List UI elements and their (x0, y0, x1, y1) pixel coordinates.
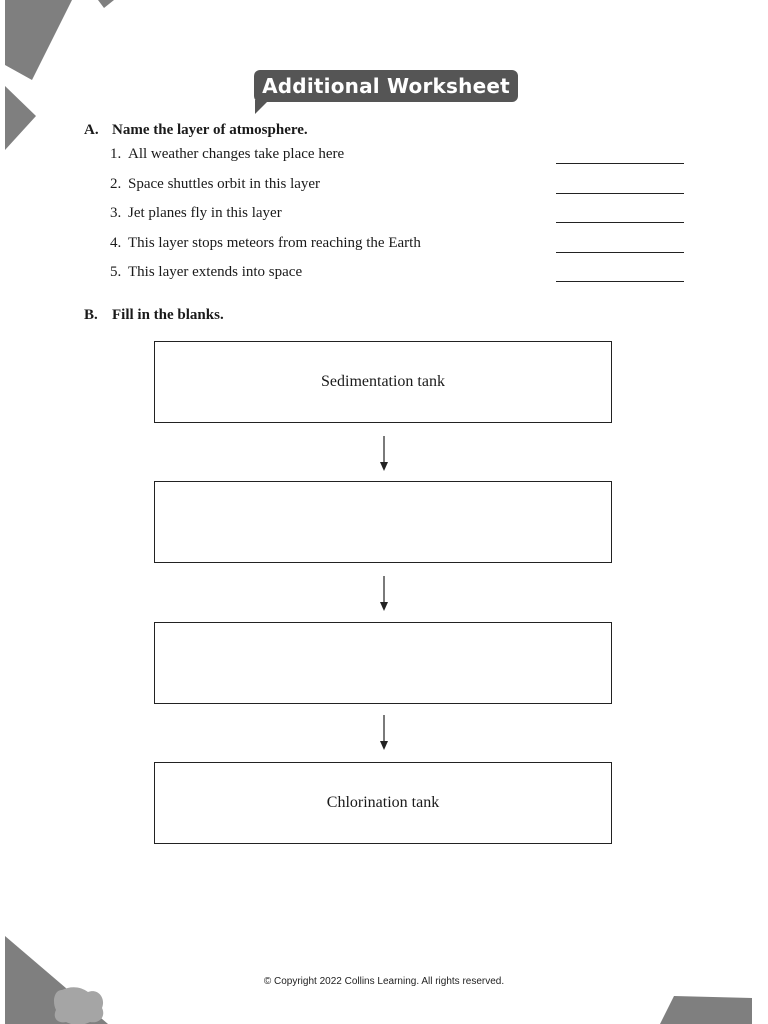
section-a-letter: A. (84, 122, 99, 138)
question-number: 5. (110, 264, 122, 280)
question-text: Space shuttles orbit in this layer (128, 176, 321, 192)
question-text: All weather changes take place here (128, 146, 345, 162)
flow-box-blank[interactable] (154, 481, 612, 563)
question-number: 2. (110, 176, 122, 192)
worksheet-title: Additional Worksheet 1 (254, 70, 518, 102)
question-row (110, 264, 684, 284)
section-a-title: Name the layer of atmosphere. (112, 122, 308, 138)
flow-arrow-down-icon (378, 576, 390, 612)
answer-line[interactable] (556, 193, 684, 194)
question-text: This layer extends into space (128, 264, 303, 280)
answer-line[interactable] (556, 163, 684, 164)
question-row (110, 205, 684, 225)
question-number: 3. (110, 205, 122, 221)
section-b-letter: B. (84, 307, 98, 323)
question-text: This layer stops meteors from reaching the Earth (128, 235, 421, 251)
answer-line[interactable] (556, 252, 684, 253)
corner-decoration-bottom-right (660, 994, 768, 1024)
question-row (110, 235, 684, 255)
answer-line[interactable] (556, 281, 684, 282)
answer-line[interactable] (556, 222, 684, 223)
section-b-heading (84, 307, 224, 324)
flow-arrow-down-icon (378, 436, 390, 472)
question-text: Jet planes fly in this layer (128, 205, 282, 221)
question-row (110, 146, 684, 166)
copyright-footer: © Copyright 2022 Collins Learning. All rights reserved. (263, 976, 505, 987)
question-number: 4. (110, 235, 122, 251)
flow-box-chlorination: Chlorination tank (154, 762, 612, 844)
flow-arrow-down-icon (378, 715, 390, 751)
question-number: 1. (110, 146, 122, 162)
section-a-heading (84, 122, 308, 139)
title-banner-tail (255, 100, 269, 114)
question-row (110, 176, 684, 196)
section-b-title: Fill in the blanks. (112, 307, 224, 323)
flow-box-sedimentation: Sedimentation tank (154, 341, 612, 423)
flow-box-blank[interactable] (154, 622, 612, 704)
